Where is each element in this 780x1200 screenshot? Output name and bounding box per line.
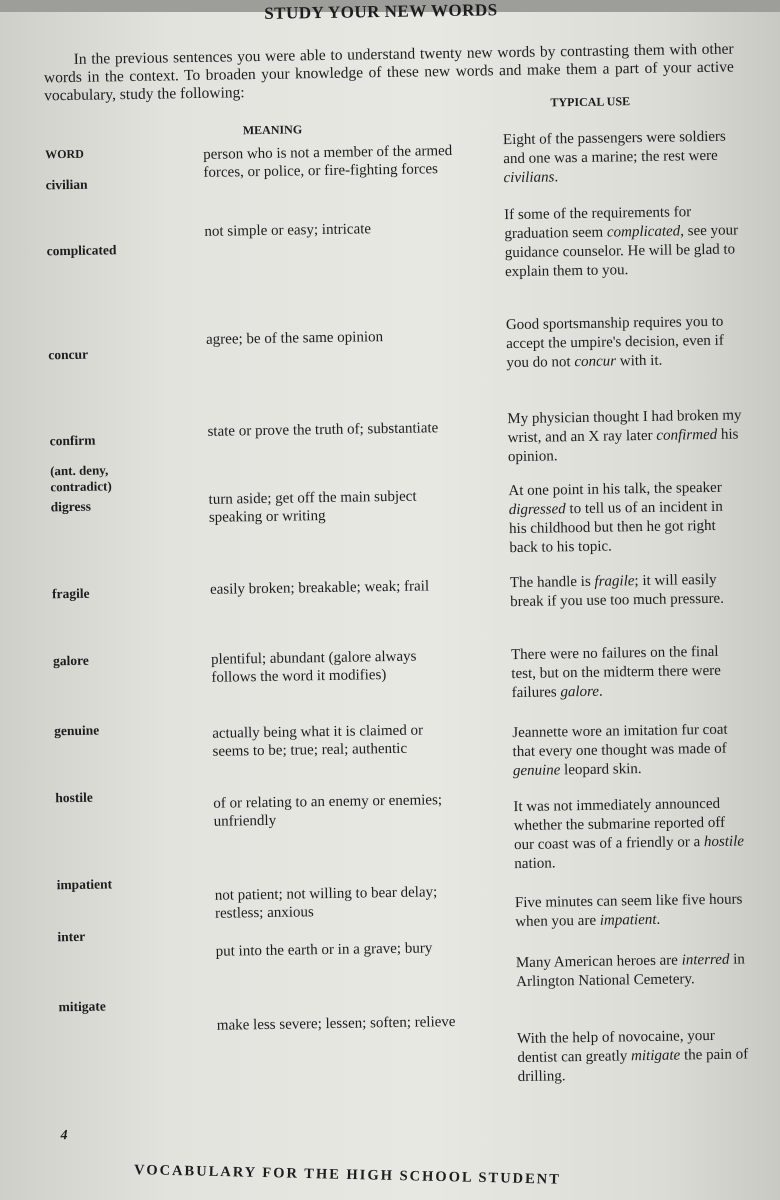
use-text-end: the pain of drilling. xyxy=(517,1046,749,1086)
use-text-end: his opinion. xyxy=(507,426,739,466)
word-entry: galore xyxy=(52,652,89,669)
word-entry: fragile xyxy=(51,585,90,602)
use-italic-word: interred xyxy=(681,951,730,969)
use-text-end: leopard skin. xyxy=(560,761,642,779)
use-text-end: in Arlington National Cemetery. xyxy=(516,951,745,991)
use-text: At one point in his talk, the speaker xyxy=(508,479,722,500)
typical-use-entry xyxy=(508,478,744,558)
use-text: With the help of novocaine, your dentist can greatly xyxy=(516,1027,715,1067)
column-header-meaning: MEANING xyxy=(242,122,303,138)
meaning-text: person who is not a member of the armed forces, or police, or fire-fighting forces xyxy=(203,142,453,181)
meaning-text: plentiful; abundant (galore always follows the word it modifies) xyxy=(210,648,417,686)
use-italic-word: confirmed xyxy=(656,426,718,444)
use-text-end: . xyxy=(656,911,661,928)
word-entry: civilian xyxy=(45,176,88,193)
typical-use-entry xyxy=(513,794,749,874)
column-header-typical-use: TYPICAL USE xyxy=(550,94,631,110)
antonym-note: (ant. deny, contradict) xyxy=(49,462,112,495)
word-entry: confirm xyxy=(49,432,96,449)
word-entry: complicated xyxy=(46,242,117,259)
meaning-entry xyxy=(217,1013,467,1035)
use-italic-word: fragile xyxy=(594,573,635,590)
running-footer: VOCABULARY FOR THE HIGH SCHOOL STUDENT xyxy=(133,1162,562,1188)
use-italic-word: impatient xyxy=(599,911,657,929)
meaning-text: make less severe; lessen; soften; relieve xyxy=(216,1014,456,1034)
use-text-end: , see your guidance counselor. He will be glad to explain them to you. xyxy=(504,222,739,281)
use-italic-word: digressed xyxy=(508,501,566,519)
use-text-end: . xyxy=(554,169,559,186)
meaning-text: put into the earth or in a grave; bury xyxy=(215,940,433,960)
typical-use-entry xyxy=(515,890,751,932)
meaning-text: not simple or easy; intricate xyxy=(204,221,372,240)
use-italic-word: hostile xyxy=(703,833,745,851)
meaning-entry xyxy=(215,883,466,923)
meaning-text: not patient; not willing to bear delay; restless; anxious xyxy=(214,884,438,922)
word-entry: impatient xyxy=(56,876,113,893)
use-text-end: with it. xyxy=(615,352,663,370)
use-text: Eight of the passengers were soldiers and one was a marine; the rest were xyxy=(502,128,726,168)
meaning-entry xyxy=(211,647,462,687)
use-italic-word: concur xyxy=(574,353,617,371)
use-text-end: . xyxy=(598,683,603,700)
meaning-entry xyxy=(208,487,459,527)
meaning-entry xyxy=(212,721,463,761)
use-italic-word: genuine xyxy=(512,762,561,780)
word-entry: inter xyxy=(57,928,86,945)
use-text: Jeannette wore an imitation fur coat that every one thought was made of xyxy=(512,721,728,761)
use-text-end: ; it will easily break if you use too much pressure. xyxy=(510,571,725,611)
use-text: There were no failures on the final test, but on the midterm there were failures xyxy=(510,643,721,702)
typical-use-entry xyxy=(511,642,747,703)
meaning-entry xyxy=(216,939,466,961)
use-text: My physician thought I had broken my wrist, and an X ray later xyxy=(507,407,742,447)
meaning-text: state or prove the truth of; substantiate xyxy=(207,420,439,440)
use-text: Five minutes can seem like five hours when you are xyxy=(514,891,743,931)
use-italic-word: galore xyxy=(560,683,600,701)
word-entry: mitigate xyxy=(58,998,106,1015)
use-text: Many American heroes are xyxy=(515,952,682,972)
meaning-text: turn aside; get off the main subject speaking or writing xyxy=(208,488,417,526)
page-number: 4 xyxy=(60,1128,68,1144)
meaning-entry xyxy=(210,577,460,599)
meaning-entry xyxy=(213,791,464,831)
meaning-entry xyxy=(206,327,456,349)
typical-use-entry xyxy=(516,950,752,992)
meaning-text: actually being what it is claimed or seems to be; true; real; authentic xyxy=(212,722,424,760)
meaning-text: of or relating to an enemy or enemies; unfriendly xyxy=(213,792,443,830)
meaning-entry xyxy=(207,419,457,441)
word-entry: digress xyxy=(50,498,92,515)
typical-use-entry xyxy=(506,312,742,373)
word-entry: genuine xyxy=(54,722,100,739)
word-entry: concur xyxy=(48,346,89,363)
typical-use-entry xyxy=(504,202,740,282)
use-text: Good sportsmanship requires you to accept the umpire's decision, even if you do not xyxy=(505,313,724,372)
typical-use-entry xyxy=(512,720,748,781)
typical-use-entry xyxy=(507,406,743,467)
use-text-end: nation. xyxy=(514,855,556,873)
column-header-word: WORD xyxy=(45,146,84,162)
use-text-end: to tell us of an incident in his childhood but then he got right back to his topic. xyxy=(508,498,723,557)
word-entry: hostile xyxy=(55,789,93,806)
page-title: STUDY YOUR NEW WORDS xyxy=(264,0,498,23)
use-italic-word: complicated xyxy=(606,223,681,241)
meaning-entry xyxy=(204,219,454,241)
intro-paragraph xyxy=(44,41,735,106)
intro-text: In the previous sentences you were able to understand twenty new words by contrasting them with other words in the context. To broaden your knowledge of these new words and make them a part of your active vocabulary, study the following: xyxy=(43,40,734,105)
typical-use-entry xyxy=(503,127,739,188)
typical-use-entry xyxy=(517,1026,753,1087)
use-text: The handle is xyxy=(509,573,595,592)
meaning-text: easily broken; breakable; weak; frail xyxy=(209,578,430,598)
use-italic-word: mitigate xyxy=(630,1047,681,1065)
use-text: It was not immediately announced whether the submarine reported off our coast was of a friendly or a xyxy=(513,795,726,854)
use-italic-word: civilians xyxy=(503,169,555,187)
use-text: If some of the requirements for graduation seem xyxy=(504,204,692,243)
meaning-entry xyxy=(203,142,454,182)
typical-use-entry xyxy=(510,570,746,612)
meaning-text: agree; be of the same opinion xyxy=(205,329,384,348)
